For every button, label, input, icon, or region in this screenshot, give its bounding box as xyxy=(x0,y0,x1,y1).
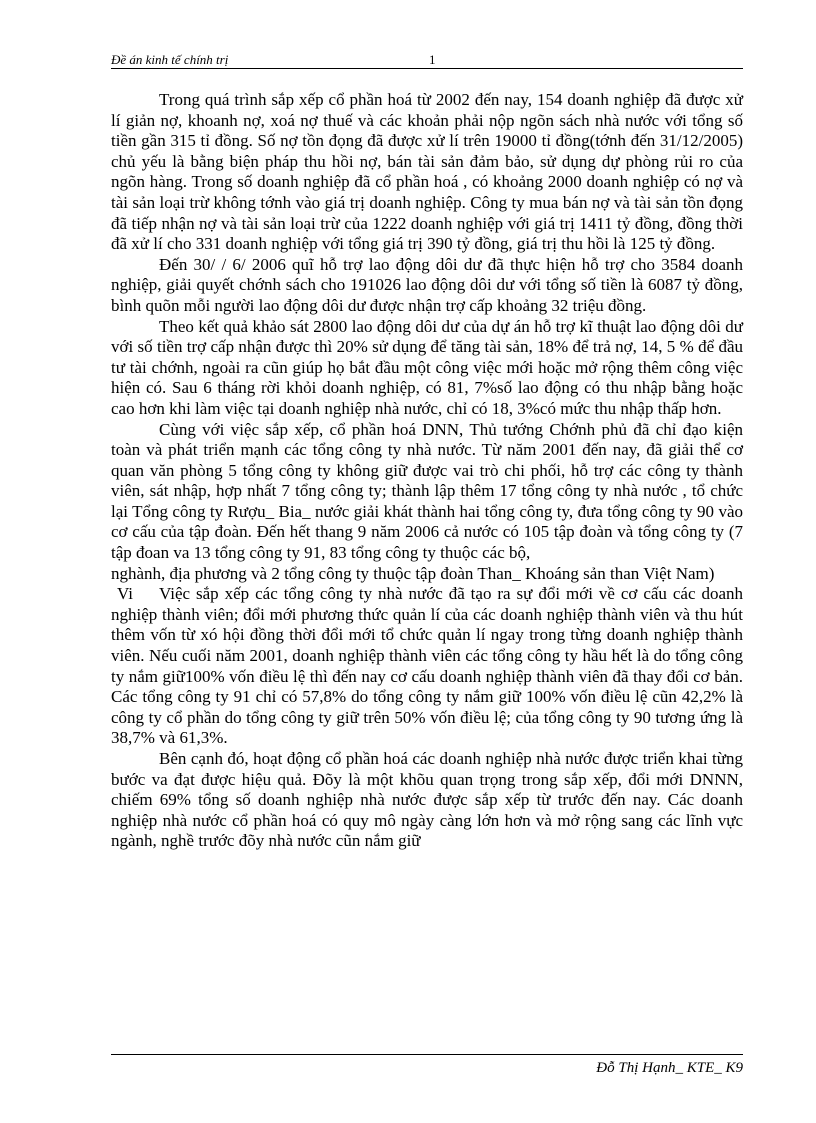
paragraph-text: Việc sắp xếp các tổng công ty nhà nước đã tạo ra sự đổi mới về cơ cấu các doanh nghiệp thành viên; đổi mới phương thức quản lí của các doanh nghiệp thành viên và thu hút thêm vốn từ xó hội đồng thời đổi mới tổ chức quản lí ngay trong từng doanh nghiệp thành viên. Nếu cuối năm 2001, doanh nghiệp thành viên các tổng công ty hầu hết là do tổng công ty nắm giữ100% vốn điều lệ thì đến nay cơ cấu doanh nghiệp thành viên đã thay đổi cơ bản. Các tổng công ty 91 chỉ có 57,8% do tổng công ty nắm giữ 100% vốn điều lệ cũn 42,2% là công ty cổ phần do tổng công ty giữ trên 50% vốn điều lệ; của tổng công ty 90 tương ứng là 38,7% và 61,3%. xyxy=(111,584,743,748)
paragraph: Cùng với việc sắp xếp, cổ phần hoá DNN, Thủ tướng Chớnh phủ đã chỉ đạo kiện toàn và phát triển mạnh các tổng công ty nhà nước. Từ năm 2001 đến nay, đã giải thể cơ quan văn phòng 5 tổng công ty không giữ được vai trò chi phối, hỗ trợ các công ty thành viên, sát nhập, hợp nhất 7 tổng công ty; thành lập thêm 17 tổng công ty nhà nước , tổ chức lại Tổng công ty Rượu_ Bia_ nước giải khát thành hai tổng công ty, đưa tổng công ty 90 vào cơ cấu của tập đoàn. Đến hết thang 9 năm 2006 cả nước có 105 tập đoàn và tổng công ty (7 tập đoan va 13 tổng công ty 91, 83 tổng công ty thuộc các bộ, xyxy=(111,419,743,563)
paragraph: nghành, địa phương và 2 tổng công ty thuộc tập đoàn Than_ Khoáng sản than Việt Nam) xyxy=(111,563,715,583)
page-number: 1 xyxy=(429,52,436,67)
footer-author: Đỗ Thị Hạnh_ KTE_ K9 xyxy=(596,1060,743,1076)
vi-marker: Vi xyxy=(117,584,133,604)
paragraph: Bên cạnh đó, hoạt động cổ phần hoá các doanh nghiệp nhà nước được triển khai từng bước va đạt được hiệu quả. Đõy là một khõu quan trọng trong sắp xếp, đổi mới DNNN, chiếm 69% tổng số doanh nghiệp nhà nước được sắp xếp từ trước đến nay. Các doanh nghiệp nhà nước cổ phần hoá có quy mô ngày càng lớn hơn và mở rộng sang các lĩnh vực ngành, nghề trước đõy nhà nước cũn nắm giữ xyxy=(111,749,743,851)
paragraph: Theo kết quả khảo sát 2800 lao động dôi dư của dự án hỗ trợ kĩ thuật lao động dôi dư với số tiền trợ cấp nhận được thì 20% sử dụng để tăng tài sản, 18% để trả nợ, 14, 5 % để đầu tư tài chớnh, ngoài ra cũn giúp họ bắt đầu một công việc mới hoặc mở rộng thêm công việc hiện có. Sau 6 tháng rời khỏi doanh nghiệp, có 81, 7%số lao động có thu nhập bằng hoặc cao hơn khi làm việc tại doanh nghiệp nhà nước, chỉ có 18, 3%có mức thu nhập thấp hơn. xyxy=(111,316,743,418)
paragraph xyxy=(111,584,743,749)
paragraph: Trong quá trình sắp xếp cổ phần hoá từ 2002 đến nay, 154 doanh nghiệp đã được xử lí giản nợ, khoanh nợ, xoá nợ thuế và các khoản phải nộp ngõn sách nhà nước với tổng số tiền gần 315 tỉ đồng. Số nợ tồn đọng đã được xử lí trên 19000 tỉ đồng(tớnh đến 31/12/2005) chủ yếu là bằng biện pháp thu hồi nợ, bán tài sản đảm bảo, sử dụng dự phòng rủi ro của ngõn hàng. Trong số doanh nghiệp đã cổ phần hoá , có khoảng 2000 doanh nghiệp có nợ và tài sản loại trừ không tớnh vào giá trị doanh nghiệp. Công ty mua bán nợ và tài sản tồn đọng đã tiếp nhận nợ và tài sản loại trừ của 1222 doanh nghiệp với giá trị 1411 tỷ đồng, đồng thời đã xử lí cho 331 doanh nghiệp với tổng giá trị 390 tỷ đồng, giá trị thu hồi là 125 tỷ đồng. xyxy=(111,90,743,254)
page-header xyxy=(111,50,743,69)
paragraph: Đến 30/ / 6/ 2006 quĩ hỗ trợ lao động dôi dư đã thực hiện hỗ trợ cho 3584 doanh nghiệp, giải quyết chớnh sách cho 191026 lao động dôi dư với tổng số tiền là 6087 tỷ đồng, bình quõn mỗi người lao động dôi dư được nhận trợ cấp khoảng 32 triệu đồng. xyxy=(111,254,743,315)
page-footer xyxy=(111,1054,743,1076)
document-body xyxy=(111,90,743,852)
document-title: Đề án kinh tế chính trị xyxy=(111,52,229,67)
